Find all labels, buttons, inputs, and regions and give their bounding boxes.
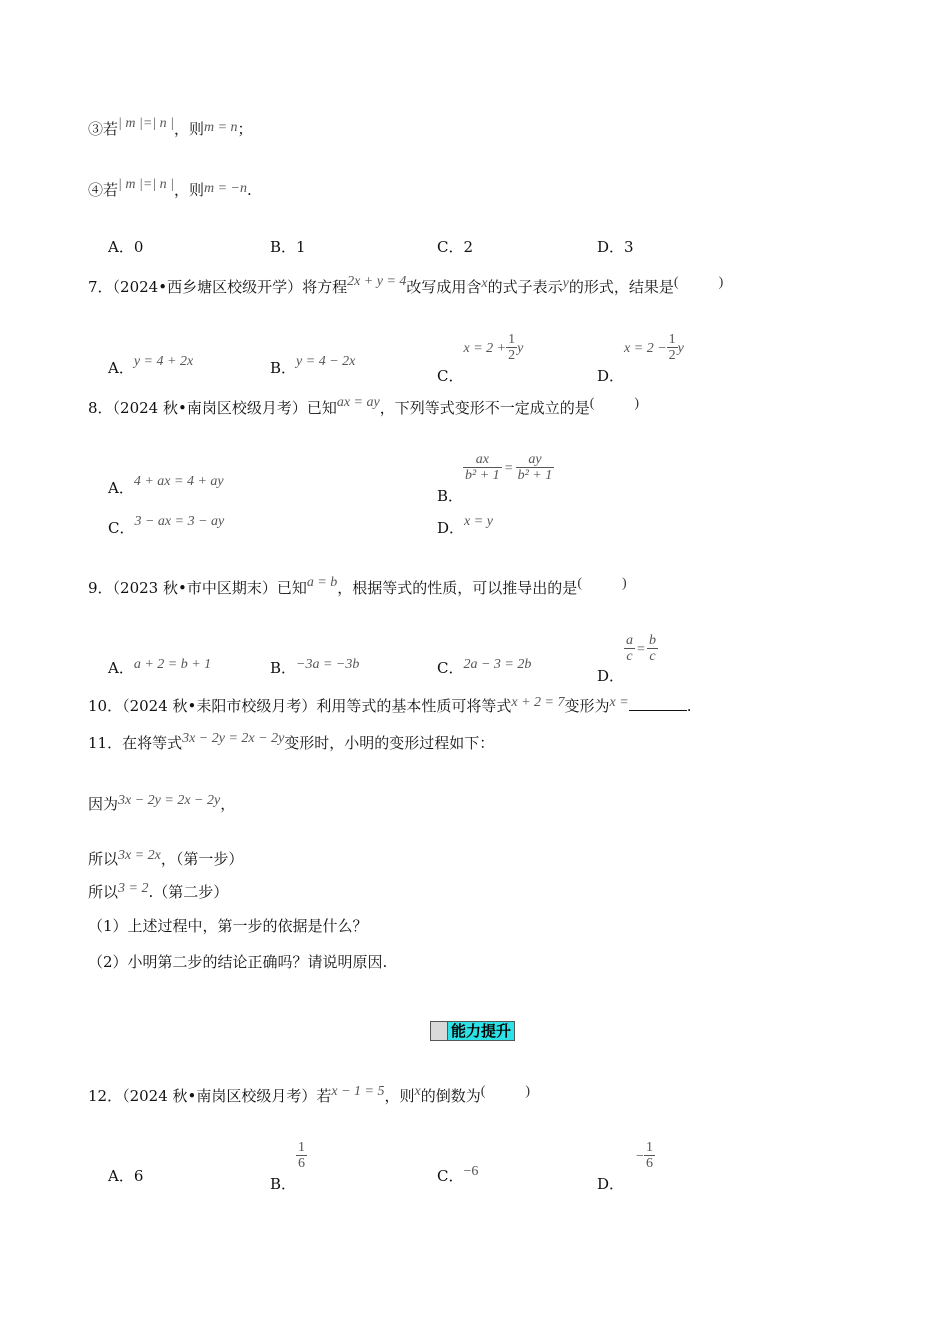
option-c: C．2 (437, 238, 474, 256)
question-7-stem: 7．（2024•西乡塘区校级开学）将方程2x + y = 4改写成用含x的式子表示y的形式，结果是( ) (88, 274, 724, 296)
math-expression: x + 2 = 7 (511, 695, 565, 710)
statement-4: ④若| m |=| n |，则m = −n. (88, 177, 252, 199)
question-12-stem: 12．（2024 秋•南岗区校级月考）若x − 1 = 5，则x的倒数为( ) (88, 1084, 531, 1105)
q11-subquestion-2: （2）小明第二步的结论正确吗？请说明原因. (88, 953, 388, 971)
statement-3: ③若| m |=| n |，则m = n； (88, 116, 253, 138)
question-10-stem: 10．（2024 秋•耒阳市校级月考）利用等式的基本性质可将等式x + 2 = 7变形为x = . (88, 695, 692, 715)
q8-option-b: B． $\frac{ax}{\text{b² + 1}}$ = $\frac{ay}{\text{b² + 1}}$ (437, 452, 553, 505)
fraction: $\frac{1}{2}$ (508, 332, 516, 364)
math-expression: a = b (306, 575, 338, 590)
q11-step-line: 因为3x − 2y = 2x − 2y， (88, 793, 236, 813)
fraction: $\frac{1}{2}$ (668, 332, 676, 364)
q8-option-a: A．4 + ax = 4 + ay (108, 474, 224, 497)
q7-option-d: D．x = 2 − $\frac{1}{2}$ y (597, 332, 684, 385)
fraction: $\frac{a}{c}$ (626, 633, 634, 665)
question-11-stem: 11．在将等式3x − 2y = 2x − 2y变形时，小明的变形过程如下： (88, 731, 495, 752)
math-expression: x − 1 = 5 (331, 1084, 385, 1099)
section-badge (430, 1021, 515, 1041)
q8-option-d: D．x = y (437, 514, 493, 537)
answer-blank (629, 698, 687, 711)
option-a: A．0 (108, 238, 144, 256)
q9-option-b: B．−3a = −3b (270, 657, 360, 677)
q12-option-b: B． $\frac{1}{6}$ (270, 1140, 306, 1193)
q12-option-d: D．− $\frac{1}{6}$ (597, 1140, 653, 1193)
q11-step-line: 所以3x = 2x，（第一步） (88, 848, 244, 868)
q7-option-a: A．y = 4 + 2x (108, 354, 194, 377)
badge-marker (430, 1021, 448, 1041)
q9-option-d: D． $\frac{a}{c}$ = $\frac{b}{c}$ (597, 633, 656, 685)
fraction: $\frac{b}{c}$ (648, 633, 656, 665)
math-expression: 2x + y = 4 (347, 274, 407, 289)
math-expression: m = n (203, 120, 238, 135)
math-expression: ax = ay (336, 395, 380, 410)
q7-option-c: C．x = 2 + $\frac{1}{2}$ y (437, 332, 524, 385)
q7-option-b: B．y = 4 − 2x (270, 354, 356, 377)
fraction: $\frac{1}{6}$ (645, 1140, 653, 1172)
fraction: $\frac{ay}{\text{b² + 1}}$ (517, 452, 553, 484)
math-expression: 3x − 2y = 2x − 2y (182, 731, 285, 746)
option-b: B．1 (270, 238, 306, 256)
section-title: 能力提升 (448, 1021, 515, 1041)
fraction: $\frac{1}{6}$ (298, 1140, 306, 1172)
q12-option-c: C．−6 (437, 1164, 479, 1185)
math-expression: m = −n (203, 181, 247, 196)
q9-option-c: C．2a − 3 = 2b (437, 657, 532, 677)
question-8-stem: 8．（2024 秋•南岗区校级月考）已知ax = ay，下列等式变形不一定成立的是( ) (88, 395, 640, 417)
q9-option-a: A．a + 2 = b + 1 (108, 657, 212, 677)
question-9-stem: 9．（2023 秋•市中区期末）已知a = b，根据等式的性质，可以推导出的是( ) (88, 575, 627, 597)
fraction: $\frac{ax}{\text{b² + 1}}$ (465, 452, 500, 484)
q8-option-c: C．3 − ax = 3 − ay (108, 514, 225, 537)
q12-option-a: A．6 (108, 1167, 144, 1185)
math-expression: | m |=| n | (118, 116, 174, 131)
math-expression: | m |=| n | (118, 177, 174, 192)
option-d: D．3 (597, 238, 634, 256)
q11-step-line: 所以3 = 2.（第二步） (88, 881, 229, 901)
q11-subquestion-1: （1）上述过程中，第一步的依据是什么？ (88, 917, 368, 935)
